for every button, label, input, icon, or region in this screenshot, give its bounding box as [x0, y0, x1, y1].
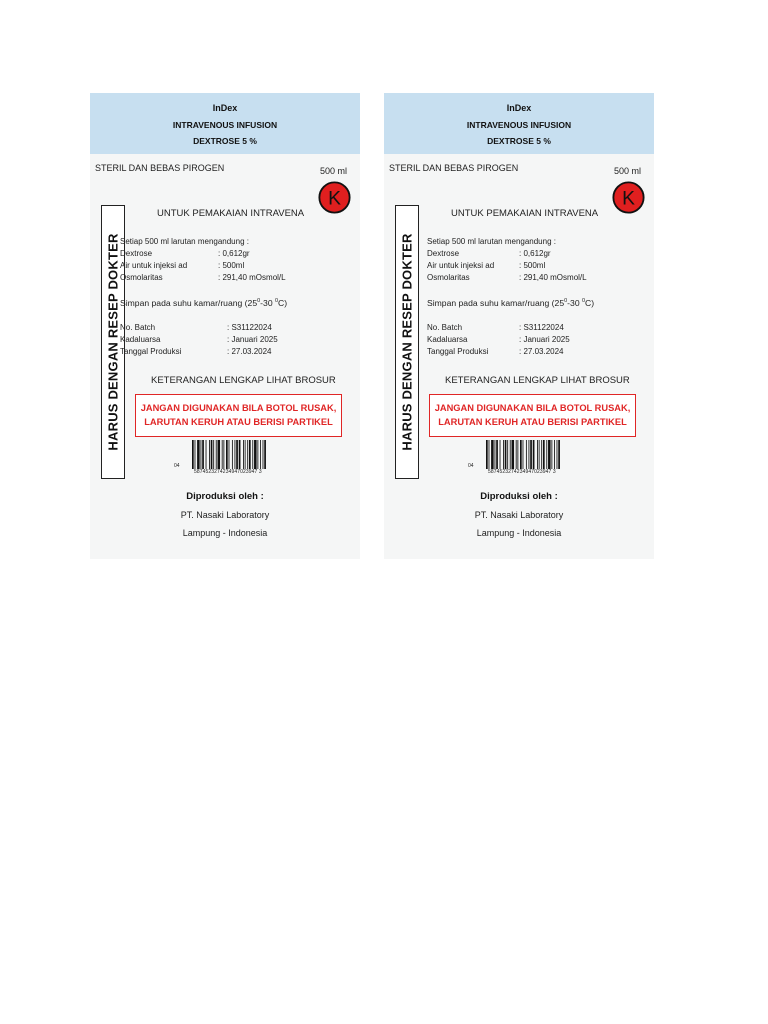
- k-circle-logo-icon: [612, 181, 645, 214]
- batch-value: : S31122024: [227, 323, 272, 332]
- logo-letter: K: [328, 188, 341, 210]
- barcode-icon: [192, 440, 288, 469]
- warning-line-2: LARUTAN KERUH ATAU BERISI PARTIKEL: [144, 417, 333, 427]
- composition-value: : 0,612gr: [519, 249, 551, 258]
- brand-name: InDex: [506, 103, 532, 113]
- product-name: DEXTROSE 5 %: [193, 136, 257, 146]
- prescription-text: HARUS DENGAN RESEP DOKTER: [399, 233, 415, 451]
- logo-letter: K: [622, 188, 635, 210]
- steril-text: STERIL DAN BEBAS PIROGEN: [389, 163, 519, 173]
- warning-line-2: LARUTAN KERUH ATAU BERISI PARTIKEL: [438, 417, 627, 427]
- k-circle-logo-icon: [318, 181, 351, 214]
- production-date-label: Tanggal Produksi: [120, 347, 182, 356]
- volume-text: 500 ml: [614, 166, 642, 176]
- warning-box: [135, 394, 342, 437]
- volume-text: 500 ml: [320, 166, 348, 176]
- barcode-icon: [486, 440, 582, 469]
- usage-heading: UNTUK PEMAKAIAN INTRAVENA: [451, 208, 599, 219]
- composition-value: : 500ml: [218, 261, 245, 270]
- prescription-text: HARUS DENGAN RESEP DOKTER: [105, 233, 121, 451]
- production-date-label: Tanggal Produksi: [427, 347, 489, 356]
- producer-heading: Diproduksi oleh :: [186, 491, 264, 502]
- expiry-label: Kadaluarsa: [427, 335, 468, 344]
- drug-label-1: [90, 93, 360, 559]
- product-type: INTRAVENOUS INFUSION: [172, 120, 278, 130]
- composition-value: : 291,40 mOsmol/L: [218, 273, 286, 282]
- brochure-note: KETERANGAN LENGKAP LIHAT BROSUR: [151, 375, 336, 386]
- drug-label-2: [384, 93, 654, 559]
- composition-label: Dextrose: [120, 249, 153, 258]
- brochure-note: KETERANGAN LENGKAP LIHAT BROSUR: [445, 375, 630, 386]
- expiry-value: : Januari 2025: [227, 335, 278, 344]
- producer-heading: Diproduksi oleh :: [480, 491, 558, 502]
- label-header: [90, 93, 360, 154]
- product-name: DEXTROSE 5 %: [487, 136, 551, 146]
- barcode-prefix: 04: [174, 463, 180, 469]
- company-name: PT. Nasaki Laboratory: [180, 510, 270, 520]
- barcode-number: 5874523274234947023947 3: [488, 469, 556, 475]
- production-date-value: : 27.03.2024: [227, 347, 272, 356]
- warning-line-1: JANGAN DIGUNAKAN BILA BOTOL RUSAK,: [140, 403, 337, 413]
- batch-label: No. Batch: [427, 323, 463, 332]
- composition-label: Air untuk injeksi ad: [427, 261, 495, 270]
- storage-instruction: Simpan pada suhu kamar/ruang ($25^0-30$ $^0$C): [427, 298, 595, 308]
- barcode-prefix: 04: [468, 463, 474, 469]
- composition-label: Dextrose: [427, 249, 460, 258]
- composition-value: : 0,612gr: [218, 249, 250, 258]
- composition-value: : 500ml: [519, 261, 546, 270]
- batch-value: : S31122024: [519, 323, 564, 332]
- batch-label: No. Batch: [120, 323, 156, 332]
- company-location: Lampung - Indonesia: [476, 528, 562, 538]
- product-type: INTRAVENOUS INFUSION: [466, 120, 572, 130]
- storage-instruction: Simpan pada suhu kamar/ruang ($25^0-30$ $^0$C): [120, 298, 288, 308]
- company-location: Lampung - Indonesia: [182, 528, 268, 538]
- barcode-number: 5874523274234947023947 3: [194, 469, 262, 475]
- warning-box: [429, 394, 636, 437]
- expiry-value: : Januari 2025: [519, 335, 570, 344]
- composition-label: Air untuk injeksi ad: [120, 261, 188, 270]
- prescription-box: [395, 205, 419, 479]
- composition-label: Osmolaritas: [120, 273, 163, 282]
- production-date-value: : 27.03.2024: [519, 347, 564, 356]
- steril-text: STERIL DAN BEBAS PIROGEN: [95, 163, 225, 173]
- composition-label: Osmolaritas: [427, 273, 470, 282]
- warning-line-1: JANGAN DIGUNAKAN BILA BOTOL RUSAK,: [434, 403, 631, 413]
- composition-value: : 291,40 mOsmol/L: [519, 273, 587, 282]
- expiry-label: Kadaluarsa: [120, 335, 161, 344]
- usage-heading: UNTUK PEMAKAIAN INTRAVENA: [157, 208, 305, 219]
- company-name: PT. Nasaki Laboratory: [474, 510, 564, 520]
- label-header: [384, 93, 654, 154]
- brand-name: InDex: [212, 103, 238, 113]
- composition-title: Setiap 500 ml larutan mengandung :: [120, 237, 249, 246]
- composition-title: Setiap 500 ml larutan mengandung :: [427, 237, 556, 246]
